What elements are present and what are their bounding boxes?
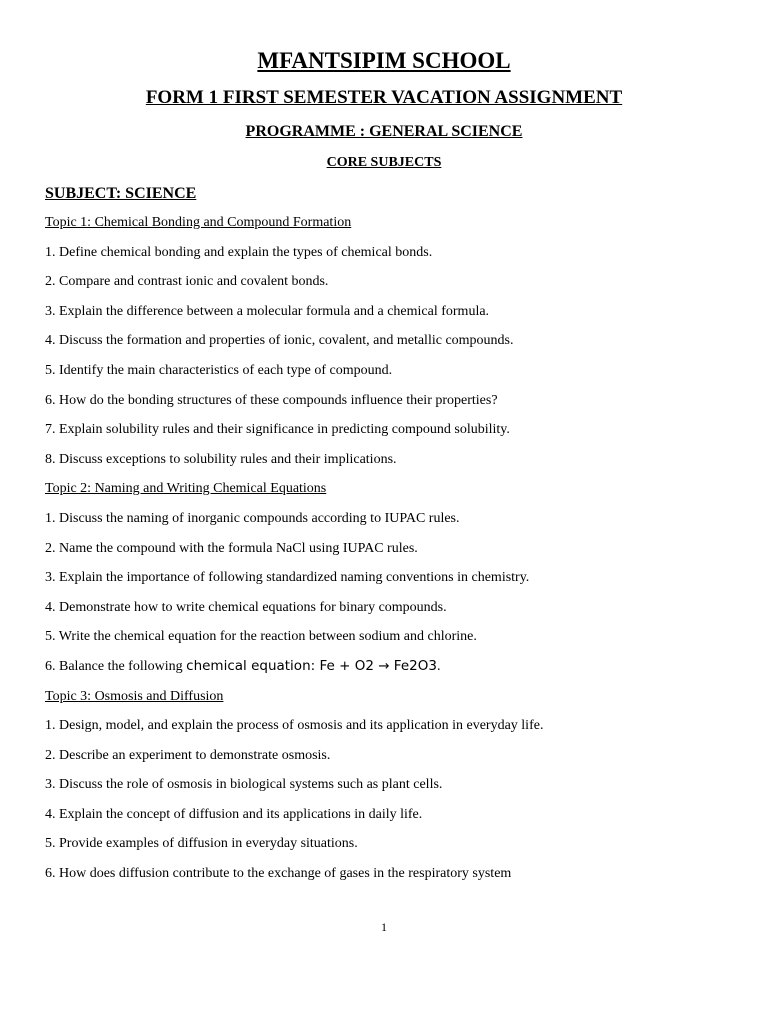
question-item: 1. Define chemical bonding and explain the types of chemical bonds. bbox=[45, 244, 433, 260]
question-item: 3. Explain the importance of following standardized naming conventions in chemistry. bbox=[45, 570, 530, 586]
question-item: 7. Explain solubility rules and their significance in predicting compound solubility. bbox=[45, 422, 510, 438]
question-item: 3. Explain the difference between a molecular formula and a chemical formula. bbox=[45, 303, 490, 319]
question-suffix: . bbox=[436, 658, 441, 674]
question-item: 2. Name the compound with the formula NaCl using IUPAC rules. bbox=[45, 540, 418, 556]
question-item: 4. Demonstrate how to write chemical equations for binary compounds. bbox=[45, 599, 447, 615]
topics-list bbox=[45, 212, 745, 893]
question-item: 5. Write the chemical equation for the reaction between sodium and chlorine. bbox=[45, 629, 477, 645]
question-item: 5. Identify the main characteristics of each type of compound. bbox=[45, 362, 393, 378]
topic-heading: Topic 1: Chemical Bonding and Compound Formation bbox=[45, 215, 352, 230]
question-item: 3. Discuss the role of osmosis in biological systems such as plant cells. bbox=[45, 777, 443, 793]
programme-heading: PROGRAMME : GENERAL SCIENCE bbox=[245, 123, 523, 140]
assignment-title: FORM 1 FIRST SEMESTER VACATION ASSIGNMENT bbox=[145, 87, 623, 108]
question-item: 6. How do the bonding structures of these compounds influence their properties? bbox=[45, 392, 498, 408]
question-item: 2. Compare and contrast ionic and covalent bonds. bbox=[45, 274, 329, 290]
core-subjects-heading: CORE SUBJECTS bbox=[326, 155, 442, 170]
question-prefix: 6. Balance the following bbox=[45, 658, 187, 674]
question-item: 4. Explain the concept of diffusion and its applications in daily life. bbox=[45, 806, 423, 822]
topic-heading: Topic 2: Naming and Writing Chemical Equations bbox=[45, 481, 327, 497]
question-item: 6. How does diffusion contribute to the exchange of gases in the respiratory system bbox=[45, 866, 512, 882]
chemical-equation: chemical equation: Fe + O2 → Fe2O3 bbox=[186, 657, 437, 674]
page-number: 1 bbox=[381, 920, 387, 934]
question-item: 8. Discuss exceptions to solubility rules and their implications. bbox=[45, 451, 397, 467]
question-item: 4. Discuss the formation and properties of ionic, covalent, and metallic compounds. bbox=[45, 333, 514, 349]
question-item: 1. Discuss the naming of inorganic compounds according to IUPAC rules. bbox=[45, 510, 460, 526]
question-item: 1. Design, model, and explain the process of osmosis and its application in everyday life. bbox=[45, 718, 544, 734]
question-item: 2. Describe an experiment to demonstrate osmosis. bbox=[45, 747, 331, 763]
question-item: 5. Provide examples of diffusion in everyday situations. bbox=[45, 836, 358, 852]
topic-heading: Topic 3: Osmosis and Diffusion bbox=[45, 688, 224, 704]
school-name: MFANTSIPIM SCHOOL bbox=[257, 48, 511, 73]
subject-heading: SUBJECT: SCIENCE bbox=[45, 185, 197, 202]
question-item-equation bbox=[45, 656, 745, 686]
